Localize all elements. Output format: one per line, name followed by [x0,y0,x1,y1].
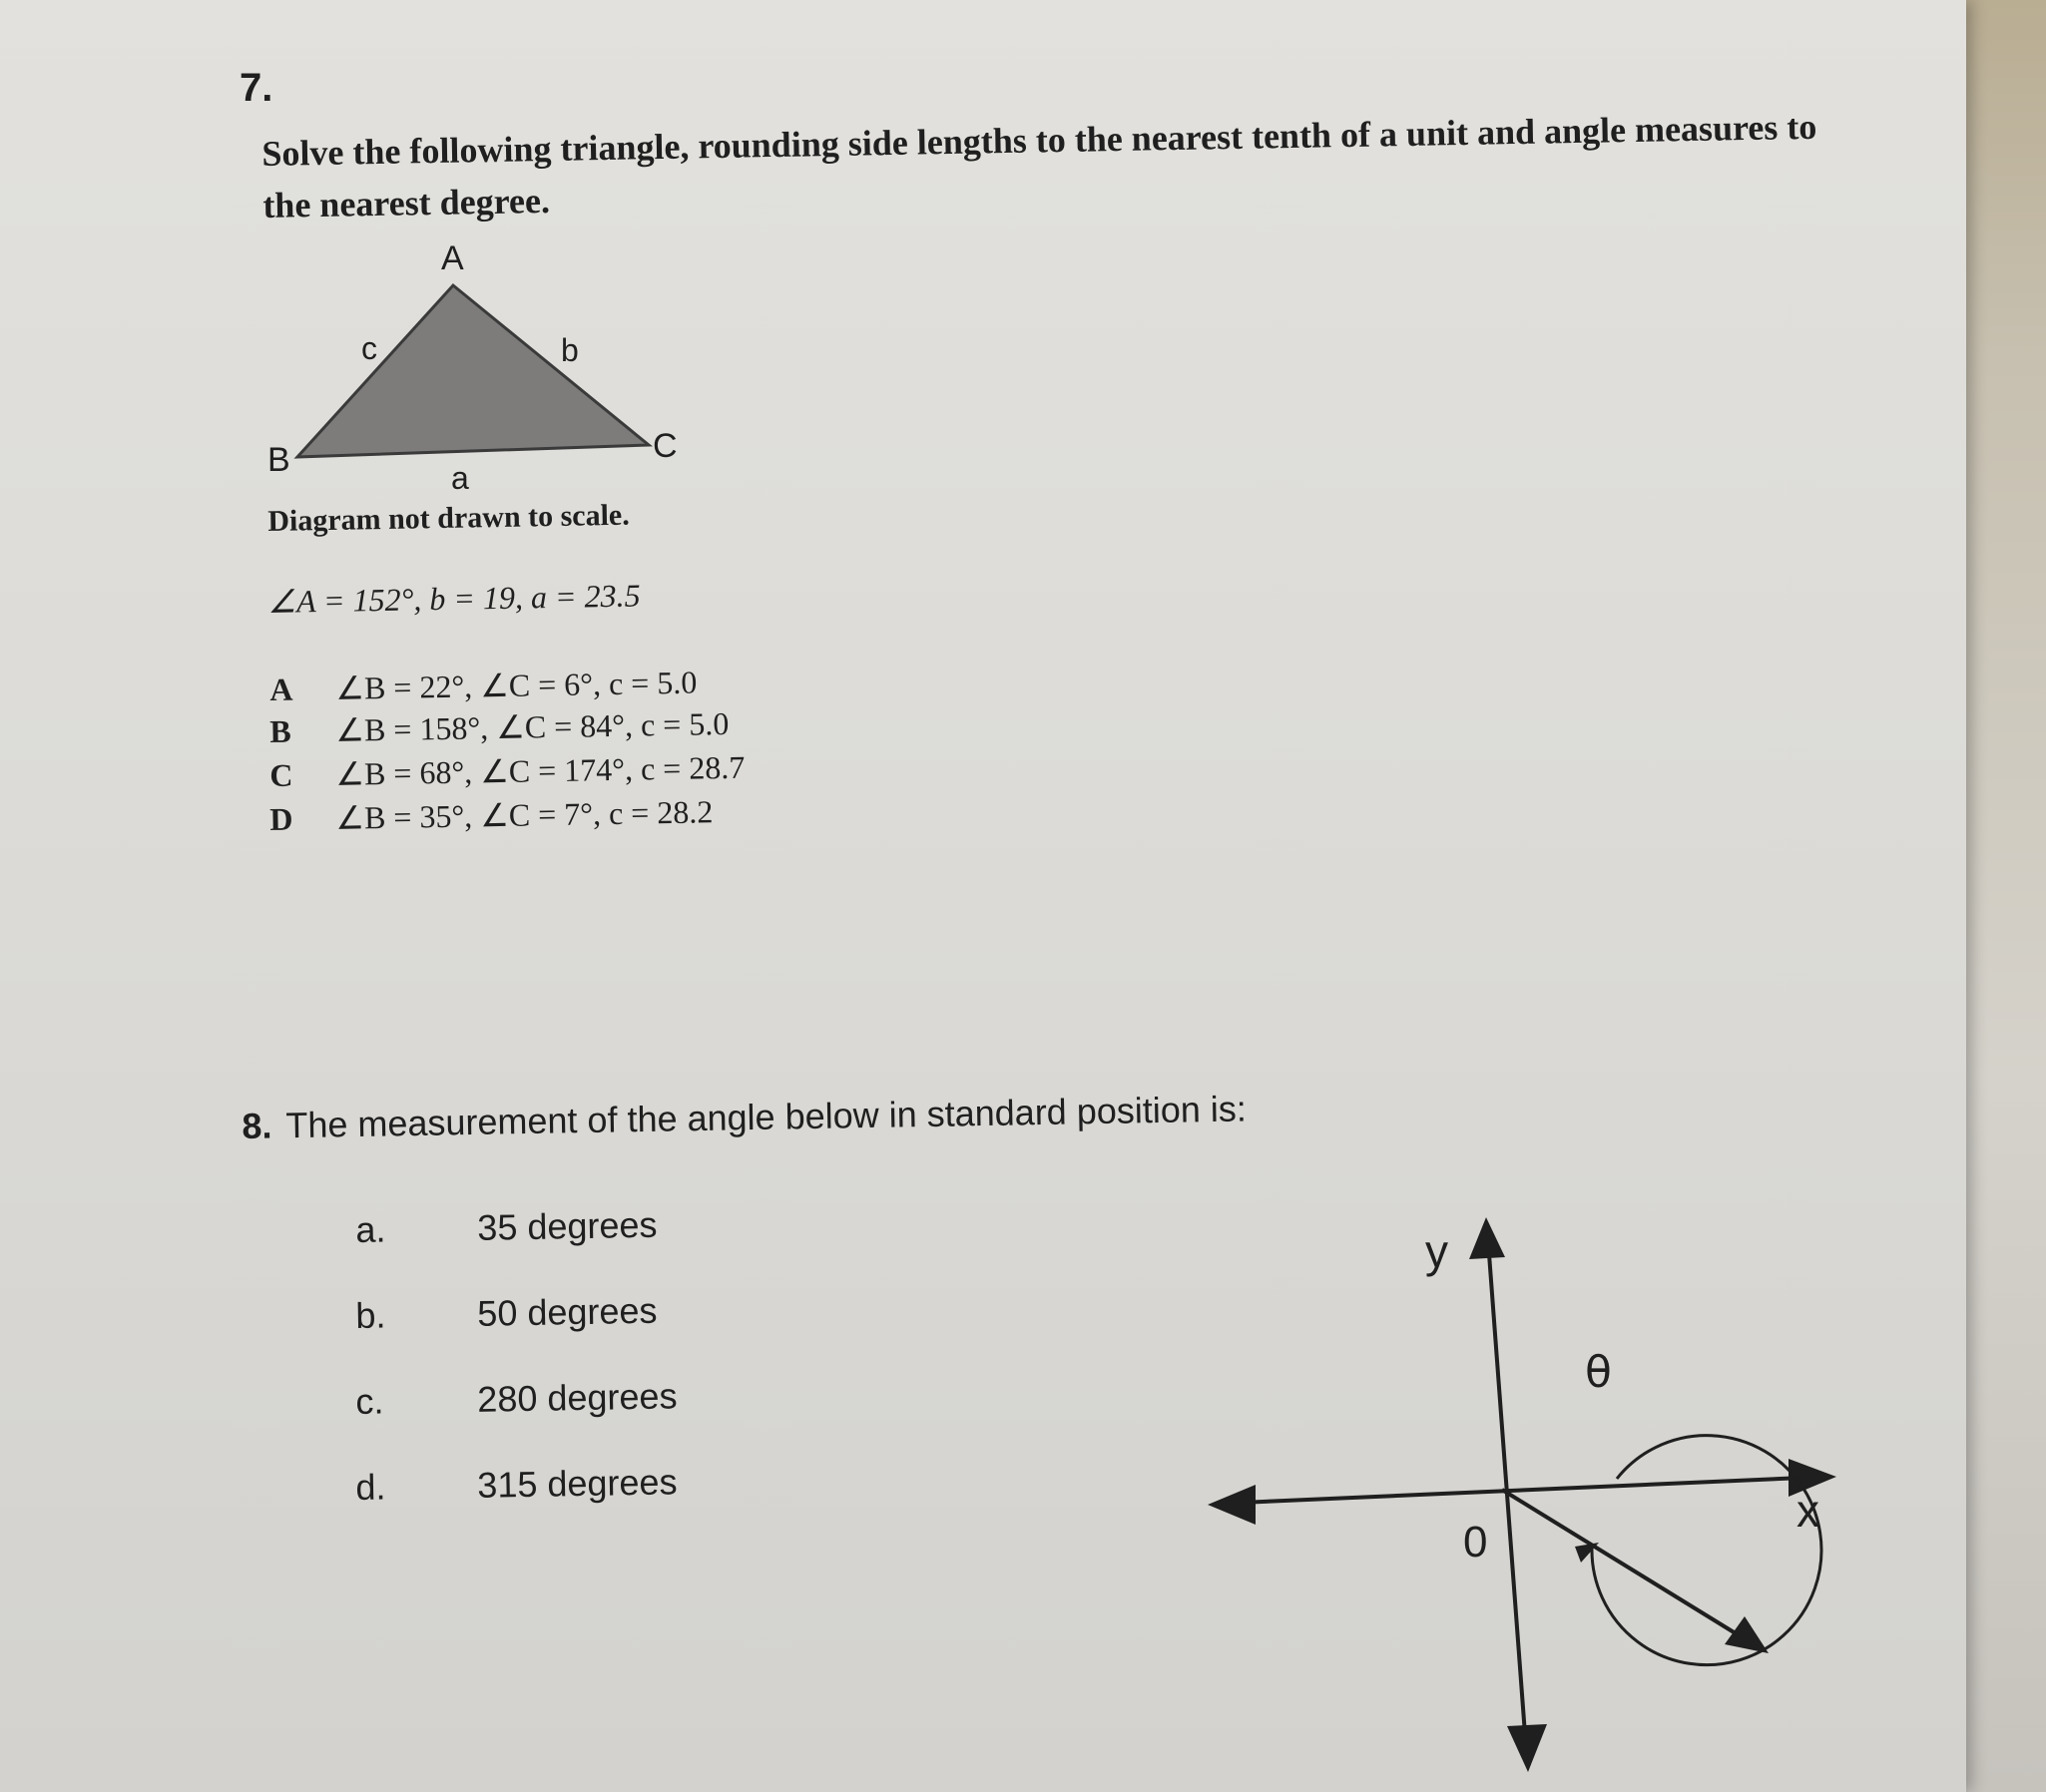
q7-choice-d[interactable] [269,792,714,838]
q8-choice-a[interactable] [355,1204,658,1251]
terminal-side-arrow [1725,1616,1769,1653]
choice-letter: d. [355,1466,386,1508]
q8-choice-c[interactable] [355,1375,678,1423]
angle-diagram [1198,1207,1846,1786]
choice-text: 280 degrees [476,1375,678,1420]
side-label-c: c [361,330,377,366]
choice-letter: c. [355,1380,384,1422]
q7-choice-a[interactable] [269,664,698,708]
choice-letter: B [269,712,291,749]
choice-text: ∠B = 158°, ∠C = 84°, c = 5.0 [335,704,730,748]
question-8-prompt: The measurement of the angle below in standard position is: [285,1088,1248,1146]
choice-text: ∠B = 35°, ∠C = 7°, c = 28.2 [335,793,714,836]
q8-choice-b[interactable] [355,1290,658,1337]
triangle-shape [297,285,649,457]
given-values: ∠A = 152°, b = 19, a = 23.5 [267,577,641,620]
choice-text: ∠B = 68°, ∠C = 174°, c = 28.7 [335,748,746,792]
side-label-b: b [561,332,579,368]
y-axis-up-arrow [1469,1217,1505,1259]
question-7-prompt: Solve the following triangle, rounding side lengths to the nearest tenth of a unit and angle measures to the nearest degree. [261,106,1817,225]
choice-text: 50 degrees [476,1289,658,1334]
choice-text: 315 degrees [476,1461,678,1506]
diagram-note: Diagram not drawn to scale. [267,498,630,538]
q7-choice-c[interactable] [269,748,746,794]
side-label-a: a [451,460,469,495]
choice-letter: a. [355,1208,386,1250]
origin-label: 0 [1463,1518,1488,1567]
x-axis-label: x [1796,1485,1819,1537]
vertex-label-A: A [441,239,464,277]
triangle-diagram [259,235,719,495]
q7-choice-b[interactable] [269,704,730,750]
theta-label: θ [1585,1347,1612,1398]
angle-arc [1592,1436,1821,1665]
background-fabric [1966,0,2046,1792]
choice-letter: A [269,671,293,707]
question-7-number: 7. [240,66,273,110]
choice-letter: C [269,756,293,793]
x-axis [1218,1477,1826,1504]
q8-choice-d[interactable] [355,1461,678,1509]
y-axis-down-arrow [1507,1724,1547,1772]
question-8-number: 8. [242,1105,272,1146]
choice-letter: D [269,800,293,837]
choice-letter: b. [355,1294,386,1336]
vertex-label-B: B [267,441,290,479]
terminal-side [1502,1490,1757,1646]
choice-text: ∠B = 22°, ∠C = 6°, c = 5.0 [335,664,698,706]
angle-arc-arrowhead [1575,1543,1599,1563]
y-axis-label: y [1425,1225,1448,1277]
question-8-prompt-line [242,1088,1247,1147]
vertex-label-C: C [653,427,678,465]
x-axis-left-arrow [1208,1485,1256,1525]
choice-text: 35 degrees [476,1203,658,1248]
